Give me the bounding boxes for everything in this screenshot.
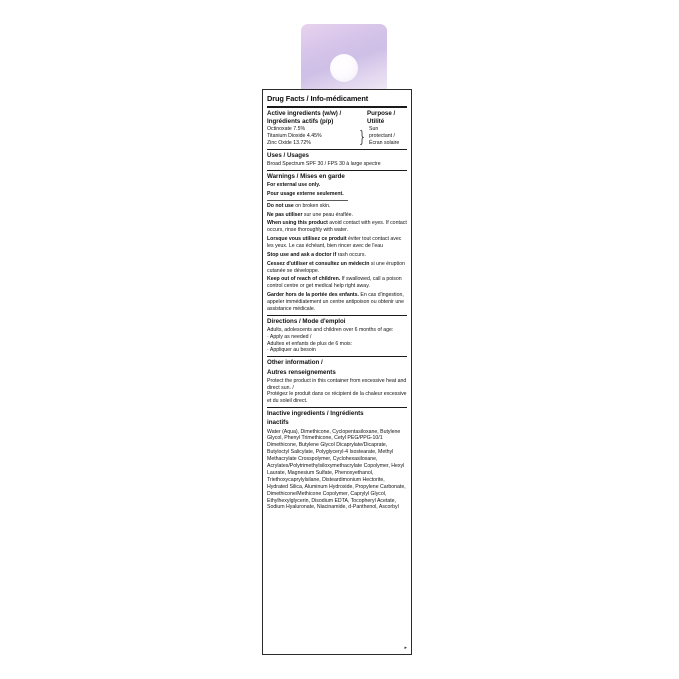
- page-title: Drug Facts / Info-médicament: [267, 94, 369, 103]
- warning-rest: rash occurs.: [336, 251, 366, 258]
- inactive-ingredients-heading-en: Inactive ingredients / Ingrédients: [267, 410, 364, 418]
- other-information-line: Protect the product in this container from excessive heat and direct sun. /: [267, 377, 407, 391]
- warning-block: [267, 182, 407, 189]
- warning-rest: on broken skin.: [293, 202, 331, 209]
- directions-line: Adultes et enfants de plus de 6 mois:: [267, 340, 353, 347]
- divider: [267, 170, 407, 171]
- warning-block: [267, 276, 407, 290]
- directions-line: · Appliquer au besoin: [267, 347, 316, 354]
- warning-bold: For external use only.: [267, 181, 321, 188]
- purpose-heading-en: Purpose /: [367, 109, 396, 117]
- warning-bold: Do not use: [267, 202, 294, 209]
- warning-rest: If swallowed, call a poison control centre or get medical help right away.: [267, 276, 402, 290]
- uses-heading: Uses / Usages: [267, 151, 309, 159]
- purpose-heading-fr: Utilité: [367, 117, 385, 125]
- active-ingredients-heading: [267, 110, 407, 126]
- warning-bold: Garder hors de la portée des enfants.: [267, 292, 359, 299]
- warning-rest: En cas d'ingestion, appeler immédiatement un centre antipoison ou obtenir une assistance médicale.: [267, 292, 404, 312]
- purpose-line-1: Sun: [369, 126, 379, 133]
- active-ingredient-2: Titanium Dioxide 4.45%: [267, 133, 322, 139]
- divider: [267, 200, 348, 201]
- inactive-ingredients-text: Water (Aqua), Dimethicone, Cyclopentasiloxane, Butylene Glycol, Phenyl Trimethicone, Cetyl PEG/PPG-10/1 Dimethicone, Butylene Glycol Dicaprylate/Dicaprate, Butyloctyl Salicylate, Polyglyceryl-4 Isostearate, Methyl Methacrylate Crosspolymer, Cyclohexasiloxane, Acrylates/Polytrimethylsiloxymethacrylate Copolymer, Hexyl Laurate, Magnesium Sulfate, Phenoxyethanol, Triethoxycaprylylsilane, Disteardimonium Hectorite, Hydrated Silica, Aluminum Hydroxide, Propylene Carbonate, Dimethicone/Methicone Copolymer, Caprylyl Glycol, Ethylhexylglycerin, Disodium EDTA, Tocopheryl Acetate, Sodium Hyaluronate, Niacinamide, d-Panthenol, Ascorbyl: [267, 428, 406, 511]
- directions-line: Adults, adolescents and children over 6 months of age:: [267, 326, 394, 333]
- warning-rest: si une éruption cutanée se développe.: [267, 260, 405, 274]
- warning-block: [267, 261, 407, 275]
- brace-icon: }: [359, 126, 365, 146]
- continuation-arrow-icon: ▸: [404, 645, 407, 652]
- other-information-heading-fr: Autres renseignements: [267, 368, 336, 376]
- sunscreen-cap-gradient: [301, 24, 387, 90]
- warning-block: [267, 252, 407, 259]
- warning-bold: Pour usage externe seulement.: [267, 190, 344, 197]
- active-ingredient-3: Zinc Oxide 13.72%: [267, 139, 311, 146]
- warning-bold: When using this product: [267, 220, 328, 227]
- drug-facts-panel: [262, 89, 412, 655]
- active-ingredients-list: [267, 126, 407, 147]
- warning-bold: Lorsque vous utilisez ce produit: [267, 236, 347, 243]
- purpose-line-2: protectant /: [369, 133, 395, 139]
- warning-block: [267, 236, 407, 250]
- warning-bold: Cessez d'utiliser et consultez un médecin: [267, 260, 370, 267]
- inactive-ingredients-heading-fr: inactifs: [267, 419, 289, 427]
- divider: [267, 149, 407, 150]
- warning-block: [267, 203, 407, 210]
- divider: [267, 315, 407, 316]
- divider: [267, 356, 407, 357]
- directions-heading: Directions / Mode d'emploi: [267, 317, 346, 325]
- divider: [267, 407, 407, 408]
- warning-block: [267, 191, 407, 198]
- divider: [267, 106, 407, 108]
- warning-bold: Keep out of reach of children.: [267, 276, 341, 283]
- other-information-line: Protégez le produit dans ce récipient de la chaleur excessive et du soleil direct.: [267, 391, 407, 405]
- other-information-heading-en: Other information /: [267, 359, 323, 367]
- uses-text: Broad Spectrum SPF 30 / FPS 30 à large spectre: [267, 160, 381, 167]
- purpose-line-3: Écran solaire: [369, 139, 400, 146]
- cap-dot-icon: [330, 54, 358, 82]
- warning-rest: avoid contact with eyes. If contact occurs, rinse thoroughly with water.: [267, 220, 407, 234]
- active-ingredients-heading-fr: Ingrédients actifs (p/p): [267, 117, 334, 125]
- active-ingredient-1: Octinoxate 7.5%: [267, 126, 306, 133]
- warning-rest: sur une peau éraflée.: [302, 211, 353, 218]
- directions-line: · Apply as needed /: [267, 333, 312, 340]
- warning-block: [267, 292, 407, 313]
- warning-block: [267, 212, 407, 219]
- active-ingredients-heading-en: Active ingredients (w/w) /: [267, 109, 342, 117]
- warnings-heading: Warnings / Mises en garde: [267, 172, 345, 180]
- warning-bold: Ne pas utiliser: [267, 211, 303, 218]
- warning-bold: Stop use and ask a doctor if: [267, 251, 337, 258]
- warning-block: [267, 220, 407, 234]
- warning-rest: éviter tout contact avec les yeux. Le cas échéant, bien rincer avec de l'eau: [267, 236, 402, 249]
